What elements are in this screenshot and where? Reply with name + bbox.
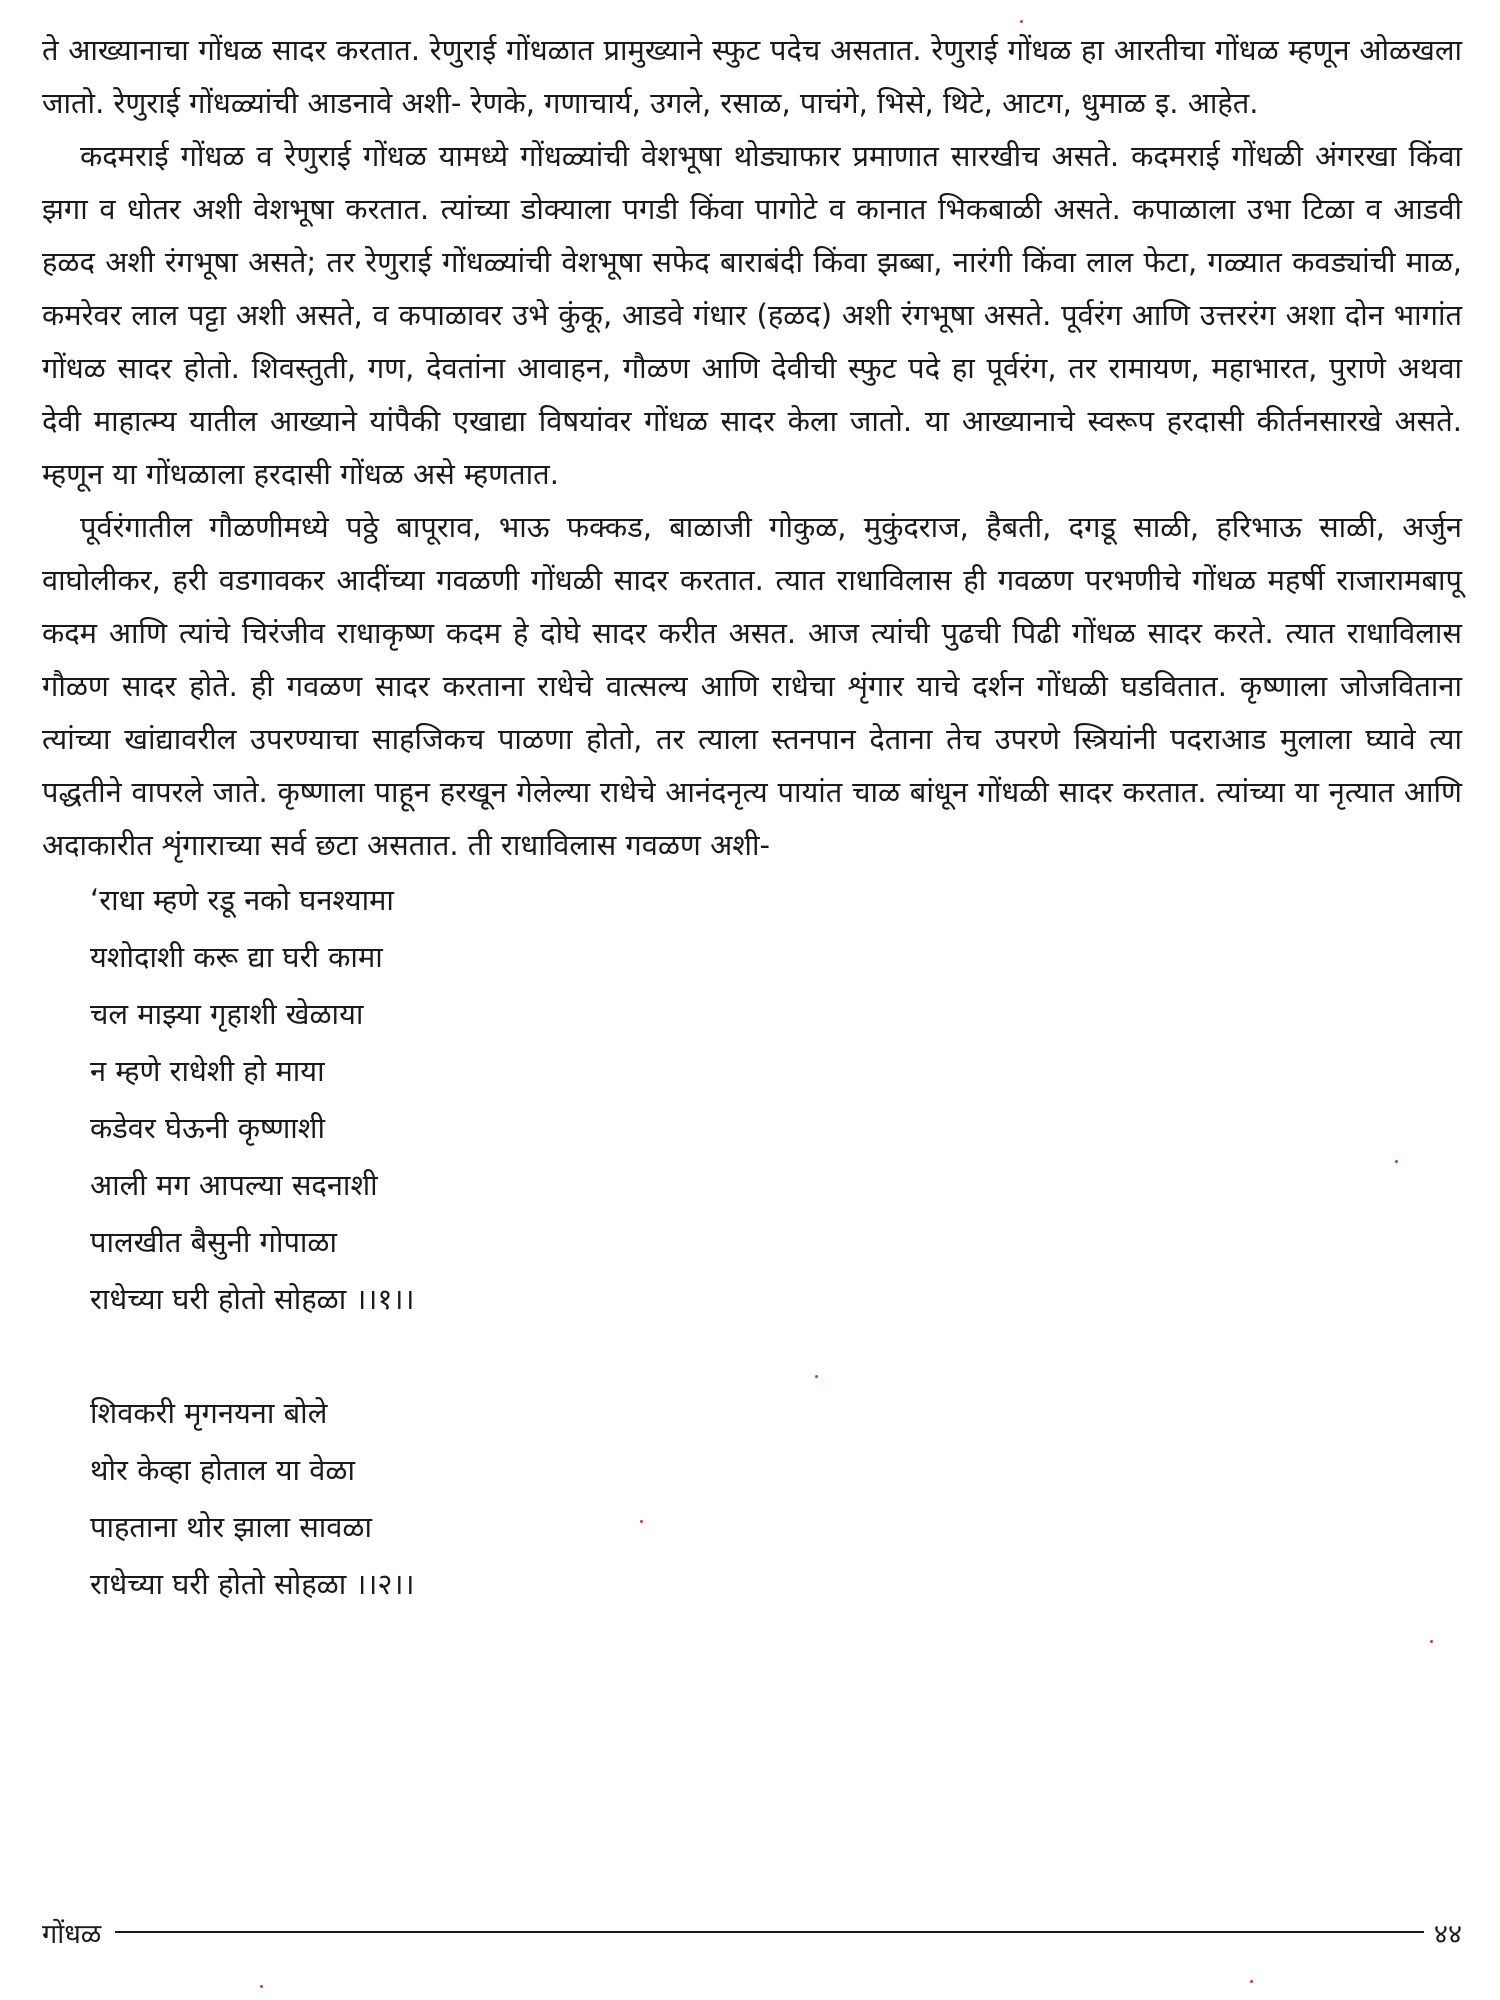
poem-line: थोर केव्हा होताल या वेळा <box>90 1453 355 1487</box>
print-speck <box>1395 1160 1398 1163</box>
poem-line: पाहताना थोर झाला सावळा <box>90 1510 372 1544</box>
footer-title: गोंधळ <box>42 1918 102 1950</box>
poem <box>90 872 1462 1613</box>
print-speck <box>815 1375 818 1378</box>
poem-line: चल माझ्या गृहाशी खेळाया <box>90 997 364 1031</box>
poem-line: ‘राधा म्हणे रडू नको घनश्यामा <box>90 883 394 917</box>
page-body <box>42 24 1462 1613</box>
paragraph-3: पूर्वरंगातील गौळणीमध्ये पठ्ठे बापूराव, भाऊ फक्कड, बाळाजी गोकुळ, मुकुंदराज, हैबती, दगडू साळी, हरिभाऊ साळी, अर्जुन वाघोलीकर, हरी वडगावकर आदींच्या गवळणी गोंधळी सादर करतात. त्यात राधाविलास ही गवळण परभणीचे गोंधळ महर्षी राजारामबापू कदम आणि त्यांचे चिरंजीव राधाकृष्ण कदम हे दोघे सादर करीत असत. आज त्यांची पुढची पिढी गोंधळ सादर करते. त्यात राधाविलास गौळण सादर होते. ही गवळण सादर करताना राधेचे वात्सल्य आणि राधेचा शृंगार याचे दर्शन गोंधळी घडवितात. कृष्णाला जोजविताना त्यांच्या खांद्यावरील उपरण्याचा साहजिकच पाळणा होतो, तर त्याला स्तनपान देताना तेच उपरणे स्त्रियांनी पदराआड मुलाला घ्यावे त्या पद्धतीने वापरले जाते. कृष्णाला पाहून हरखून गेलेल्या राधेचे आनंदनृत्य पायांत चाळ बांधून गोंधळी सादर करतात. त्यांच्या या नृत्यात आणि अदाकारीत शृंगाराच्या सर्व छटा असतात. ती राधाविलास गवळण अशी- <box>42 510 1462 862</box>
footer-rule <box>115 1931 1424 1933</box>
poem-line: यशोदाशी करू द्या घरी कामा <box>90 940 383 974</box>
poem-line: पालखीत बैसुनी गोपाळा <box>90 1225 337 1259</box>
print-speck <box>1250 1980 1253 1983</box>
poem-line: शिवकरी मृगनयना बोले <box>90 1396 328 1430</box>
print-speck <box>1020 20 1023 23</box>
paragraph-1: ते आख्यानाचा गोंधळ सादर करतात. रेणुराई गोंधळात प्रामुख्याने स्फुट पदेच असतात. रेणुराई गोंधळ हा आरतीचा गोंधळ म्हणून ओळखला जातो. रेणुराई गोंधळ्यांची आडनावे अशी- रेणके, गणाचार्य, उगले, रसाळ, पाचंगे, भिसे, थिटे, आटग, धुमाळ इ. आहेत. <box>42 33 1462 120</box>
page-number: ४४ <box>1433 1918 1462 1950</box>
poem-stanza-2 <box>90 1385 1462 1613</box>
poem-stanza-1 <box>90 872 1462 1328</box>
poem-line: कडेवर घेऊनी कृष्णाशी <box>90 1111 326 1145</box>
print-speck <box>260 1985 263 1988</box>
poem-line: आली मग आपल्या सदनाशी <box>90 1168 378 1202</box>
print-speck <box>640 1520 643 1523</box>
page-footer <box>42 1912 1462 1952</box>
print-speck <box>1430 1640 1433 1643</box>
paragraph-2: कदमराई गोंधळ व रेणुराई गोंधळ यामध्ये गोंधळ्यांची वेशभूषा थोड्याफार प्रमाणात सारखीच असते. कदमराई गोंधळी अंगरखा किंवा झगा व धोतर अशी वेशभूषा करतात. त्यांच्या डोक्याला पगडी किंवा पागोटे व कानात भिकबाळी असते. कपाळाला उभा टिळा व आडवी हळद अशी रंगभूषा असते; तर रेणुराई गोंधळ्यांची वेशभूषा सफेद बाराबंदी किंवा झब्बा, नारंगी किंवा लाल फेटा, गळ्यात कवड्यांची माळ, कमरेवर लाल पट्टा अशी असते, व कपाळावर उभे कुंकू, आडवे गंधार (हळद) अशी रंगभूषा असते. पूर्वरंग आणि उत्तररंग अशा दोन भागांत गोंधळ सादर होतो. शिवस्तुती, गण, देवतांना आवाहन, गौळण आणि देवीची स्फुट पदे हा पूर्वरंग, तर रामायण, महाभारत, पुराणे अथवा देवी माहात्म्य यातील आख्याने यांपैकी एखाद्या विषयांवर गोंधळ सादर केला जातो. या आख्यानाचे स्वरूप हरदासी कीर्तनसारखे असते. म्हणून या गोंधळाला हरदासी गोंधळ असे म्हणतात. <box>42 139 1462 491</box>
poem-line: न म्हणे राधेशी हो माया <box>90 1054 325 1088</box>
poem-line: राधेच्या घरी होतो सोहळा ।।१।। <box>90 1282 415 1316</box>
poem-line: राधेच्या घरी होतो सोहळा ।।२।। <box>90 1567 415 1601</box>
